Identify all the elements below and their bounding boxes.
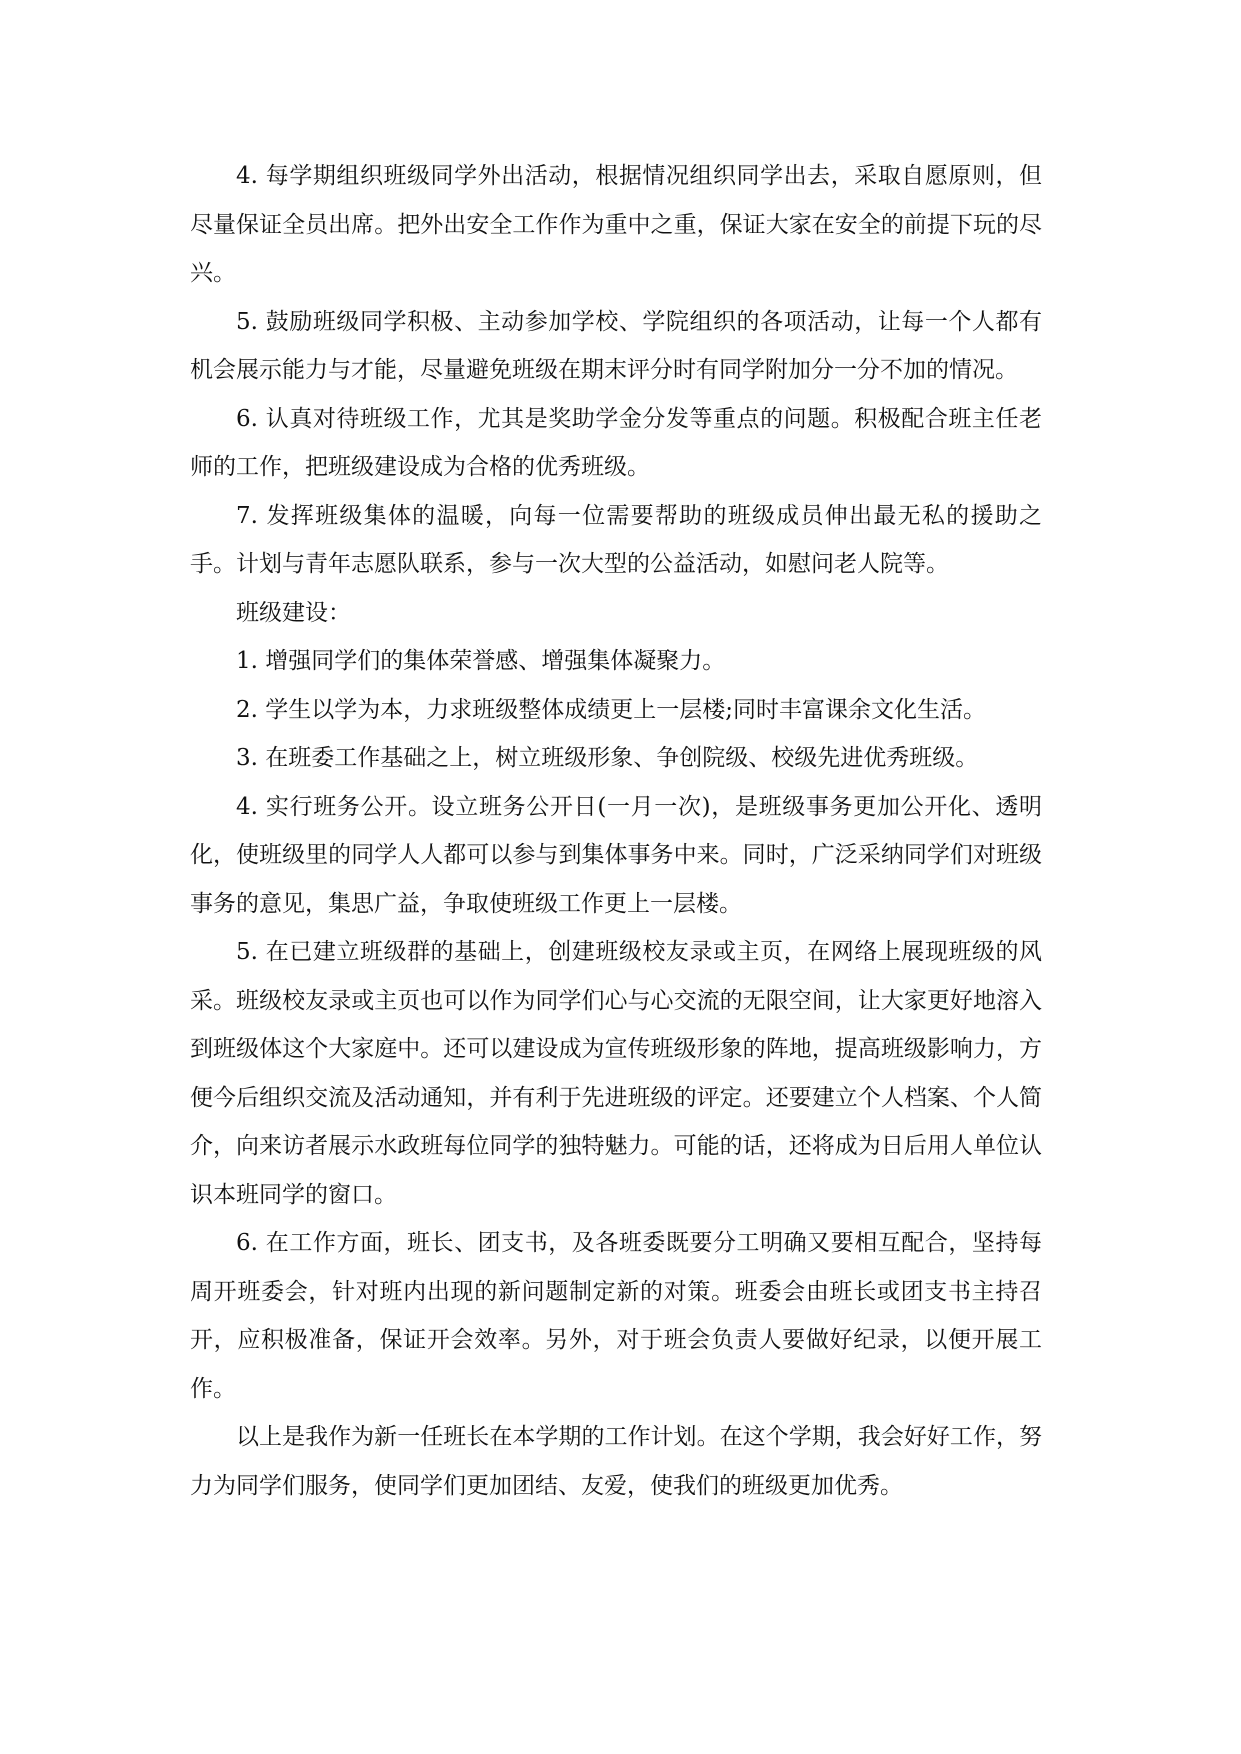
document-body: [190, 152, 1042, 1510]
paragraph-study-focus: 2. 学生以学为本，力求班级整体成绩更上一层楼;同时丰富课余文化生活。: [236, 696, 987, 723]
paragraph-volunteer-work: 7. 发挥班级集体的温暖，向每一位需要帮助的班级成员伸出最无私的援助之手。计划与青年志愿队联系，参与一次大型的公益活动，如慰问老人院等。: [190, 502, 1042, 577]
paragraph-activity-participation: 5. 鼓励班级同学积极、主动参加学校、学院组织的各项活动，让每一个人都有机会展示能力与才能，尽量避免班级在期末评分时有同学附加分一分不加的情况。: [190, 308, 1042, 383]
paragraph-committee-meetings: 6. 在工作方面，班长、团支书，及各班委既要分工明确又要相互配合，坚持每周开班委会，针对班内出现的新问题制定新的对策。班委会由班长或团支书主持召开，应积极准备，保证开会效率。另外，对于班会负责人要做好纪录，以便开展工作。: [190, 1230, 1042, 1402]
paragraph-conclusion: 以上是我作为新一任班长在本学期的工作计划。在这个学期，我会好好工作，努力为同学们服务，使同学们更加团结、友爱，使我们的班级更加优秀。: [190, 1424, 1042, 1499]
paragraph-class-honor: 1. 增强同学们的集体荣誉感、增强集体凝聚力。: [236, 648, 726, 674]
paragraph-class-image: 3. 在班委工作基础之上，树立班级形象、争创院级、校级先进优秀班级。: [236, 745, 979, 771]
paragraph-scholarship-work: 6. 认真对待班级工作，尤其是奖助学金分发等重点的问题。积极配合班主任老师的工作，把班级建设成为合格的优秀班级。: [190, 405, 1042, 480]
paragraph-activity-outings: 4. 每学期组织班级同学外出活动，根据情况组织同学出去，采取自愿原则，但尽量保证全员出席。把外出安全工作作为重中之重，保证大家在安全的前提下玩的尽兴。: [190, 163, 1042, 286]
paragraph-open-affairs: 4. 实行班务公开。设立班务公开日(一月一次)，是班级事务更加公开化、透明化，使班级里的同学人人都可以参与到集体事务中来。同时，广泛采纳同学们对班级事务的意见，集思广益，争取使班级工作更上一层楼。: [190, 793, 1042, 917]
section-heading-class-building: 班级建设：: [236, 599, 351, 626]
paragraph-class-homepage: 5. 在已建立班级群的基础上，创建班级校友录或主页，在网络上展现班级的风采。班级校友录或主页也可以作为同学们心与心交流的无限空间，让大家更好地溶入到班级体这个大家庭中。还可以建设成为宣传班级形象的阵地，提高班级影响力，方便今后组织交流及活动通知，并有利于先进班级的评定。还要建立个人档案、个人简介，向来访者展示水政班每位同学的独特魅力。可能的话，还将成为日后用人单位认识本班同学的窗口。: [190, 939, 1042, 1208]
